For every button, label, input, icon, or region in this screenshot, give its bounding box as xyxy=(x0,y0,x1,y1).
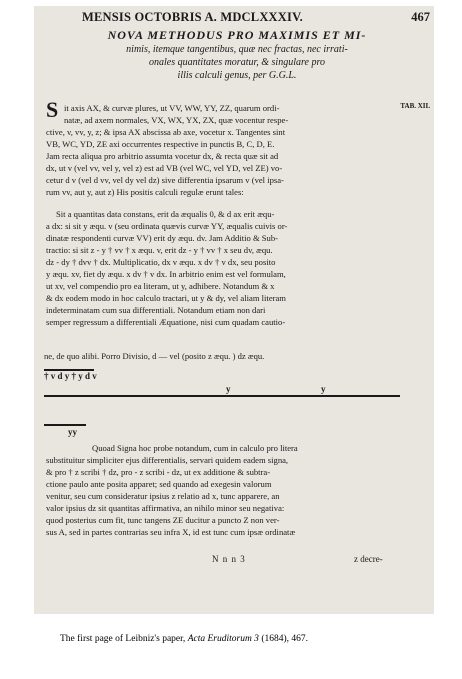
running-title: MENSIS OCTOBRIS A. MDCLXXXIV. xyxy=(82,10,304,24)
fraction-denominator: y xyxy=(321,384,326,394)
body-line: dx, ut v (vel vv, vel y, vel z) est ad VB (vel WC, vel YD, vel ZE) vo- xyxy=(46,163,283,173)
body-line: rum vv, aut y, aut z) His positis calculi regulæ erunt tales: xyxy=(46,187,244,197)
division-line: ne, de quo alibi. Porro Divisio, d — vel (posito z æqu. ) dz æqu. xyxy=(44,351,265,361)
body-line: dinatæ respondenti curvæ VV) erit dy æqu. dv. Jam Additio & Sub- xyxy=(46,233,279,243)
catchword: z decre- xyxy=(354,554,383,564)
paper-title-line-4: illis calculi genus, per G.G.L. xyxy=(177,70,297,81)
caption-prefix: The first page of Leibniz's paper, xyxy=(60,634,188,644)
caption-journal: Acta Eruditorum 3 xyxy=(187,634,259,644)
body-line: natæ, ad axem normales, VX, WX, YX, ZX, quæ vocentur respe- xyxy=(64,115,289,125)
paper-title-line-2: nimis, itemque tangentibus, quæ nec fractas, nec irrati- xyxy=(126,44,348,55)
body-line: y æqu. xv, fiet dy æqu. x dv † v dx. In arbitrio enim est vel formulam, xyxy=(46,269,286,279)
fraction-denominator: y xyxy=(226,384,231,394)
fraction-bar xyxy=(44,395,400,397)
body-line: ut xv, vel compendio pro ea literam, ut y, adhibere. Notandum & x xyxy=(46,281,275,291)
running-header xyxy=(34,10,434,24)
signature-mark: N n n 3 xyxy=(212,554,246,564)
body-line: quod posterius cum fit, tunc tangens ZE ducitur a puncto Z non ver- xyxy=(46,515,280,525)
caption-suffix: (1684), 467. xyxy=(258,634,309,644)
body-line: valor ipsius dz sit quantitas affirmativa, an nihilo minor seu negativa: xyxy=(46,503,285,513)
body-line: Sit a quantitas data constans, erit da æqualis 0, & d ax erit æqu- xyxy=(56,209,275,219)
body-line: substituitur simpliciter ejus differentialis, servari quidem eadem signa, xyxy=(46,455,289,465)
fraction-bar xyxy=(44,424,86,426)
page-number: 467 xyxy=(411,10,430,24)
body-line: indeterminatam cum sua differentiali. Notandum etiam non dari xyxy=(46,305,266,315)
paper-title-line-1: NOVA METHODUS PRO MAXIMIS ET MI- xyxy=(107,28,367,42)
body-line: a dx: si sit y æqu. v (seu ordinata quævis curvæ YY, æqualis cuivis or- xyxy=(46,221,288,231)
body-line: Jam recta aliqua pro arbitrio assumta vocetur dx, & recta quæ sit ad xyxy=(46,151,279,161)
body-line: venitur, seu cum consideratur ipsius z relatio ad x, tunc apparere, an xyxy=(46,491,280,501)
body-line: cetur d v (vel d vv, vel dy vel dz) sive differentia ipsarum v (vel ipsa- xyxy=(46,175,284,185)
body-line: tractio: si sit z - y † vv † x æqu. v, erit dz - y † vv † x seu dv, æqu. xyxy=(46,245,273,255)
body-line: & dx eodem modo in hoc calculo tractari, ut y & dy, vel aliam literam xyxy=(46,293,286,303)
figure-caption xyxy=(60,634,420,644)
body-line: semper regressum a differentiali Æquatione, nisi cum quadam cautio- xyxy=(46,317,286,327)
body-line: it axis AX, & curvæ plures, ut VV, WW, YY, ZZ, quarum ordi- xyxy=(64,103,280,113)
body-line: ctione paulo ante posita apparet; sed quando ad exegesin valorum xyxy=(46,479,272,489)
body-line: VB, WC, YD, ZE axi occurrentes respective in punctis B, C, D, E. xyxy=(46,139,275,149)
body-line: & pro † z scribi † dz, pro - z scribi - dz, ut ex additione & subtra- xyxy=(46,467,271,477)
side-note: TAB. XII. xyxy=(400,102,430,110)
body-line: dz - dy † dvv † dx. Multiplicatio, dx v æqu. x dv † v dx, seu posito xyxy=(46,257,276,267)
fraction-numerator: † v d y † y d v xyxy=(44,371,97,381)
fraction-denominator: yy xyxy=(68,427,77,437)
paper-title-line-3: onales quantitates moratur, & singulare pro xyxy=(149,57,325,68)
body-line: Quoad Signa hoc probe notandum, cum in calculo pro litera xyxy=(92,443,298,453)
body-line: ctive, v, vv, y, z; & ipsa AX abscissa ab axe, vocetur x. Tangentes sint xyxy=(46,127,286,137)
drop-capital: S xyxy=(46,97,59,122)
scanned-page xyxy=(34,6,434,614)
body-line: sus A, sed in partes contrarias seu infra X, id est tunc cum ipsæ ordinatæ xyxy=(46,527,296,537)
